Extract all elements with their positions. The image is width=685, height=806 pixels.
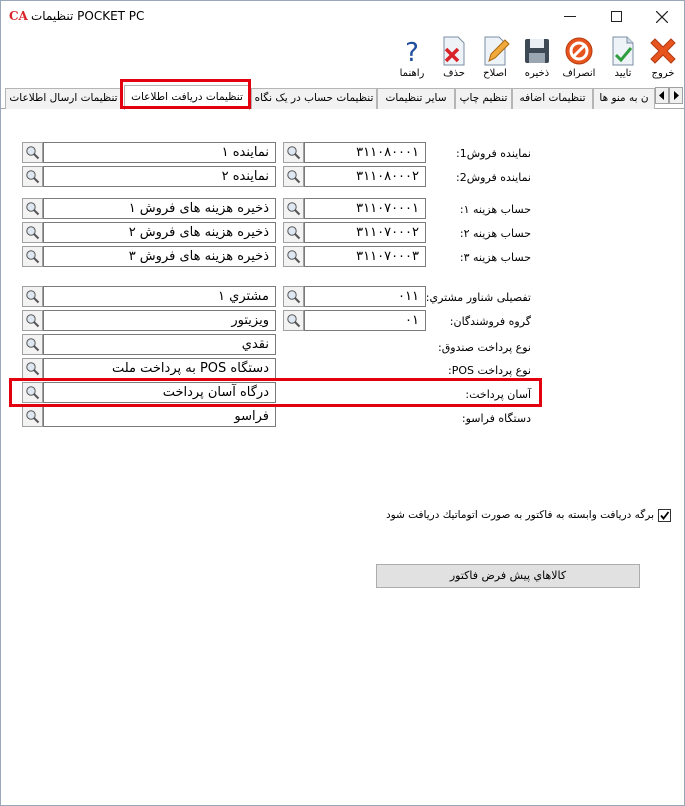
tab-print-settings[interactable]: تنظیم چاپ bbox=[455, 88, 512, 109]
exit-icon bbox=[647, 35, 679, 67]
tab-menus[interactable]: ن به منو ها bbox=[593, 88, 655, 109]
expense-account2-code-field[interactable]: ۳۱۱۰۷۰۰۰۲ bbox=[304, 222, 426, 243]
help-button[interactable] bbox=[393, 35, 431, 85]
delete-document-icon bbox=[438, 35, 470, 67]
help-question-icon bbox=[396, 35, 428, 67]
confirm-document-icon bbox=[607, 35, 639, 67]
toolbar bbox=[1, 33, 684, 85]
expense-account3-name-search-button[interactable] bbox=[22, 246, 43, 267]
search-icon bbox=[25, 337, 40, 352]
default-invoice-items-button[interactable]: كالاهاي پيش فرض فاكتور bbox=[376, 564, 640, 588]
auto-receive-label: برگه دریافت وابسته به فاکتور به صورت اتوماتیك دریافت شود bbox=[385, 509, 654, 521]
search-icon bbox=[25, 169, 40, 184]
search-icon bbox=[25, 385, 40, 400]
farasoo-device-search-button[interactable] bbox=[22, 406, 43, 427]
customer-floating-code-search-button[interactable] bbox=[283, 286, 304, 307]
cash-payment-type-field[interactable]: نقدي bbox=[43, 334, 276, 355]
tab-additional-settings[interactable]: تنظیمات اضافه bbox=[512, 88, 593, 109]
checkmark-icon bbox=[659, 510, 670, 521]
sales-rep1-name-search-button[interactable] bbox=[22, 142, 43, 163]
expense-account1-label: حساب هزینه ۱: bbox=[459, 203, 531, 216]
search-icon bbox=[25, 249, 40, 264]
maximize-icon bbox=[611, 11, 622, 22]
asan-payment-field[interactable]: درگاه آسان پرداخت bbox=[43, 382, 276, 403]
svg-text:?: ? bbox=[405, 38, 419, 67]
search-icon bbox=[25, 145, 40, 160]
edit-button[interactable] bbox=[476, 35, 514, 85]
sellers-group-name-search-button[interactable] bbox=[22, 310, 43, 331]
cancel-label: انصراف bbox=[562, 68, 596, 79]
sales-rep1-code-field[interactable]: ۳۱۱۰۸۰۰۰۱ bbox=[304, 142, 426, 163]
cash-payment-type-label: نوع پرداخت صندوق: bbox=[438, 341, 531, 354]
search-icon bbox=[25, 289, 40, 304]
sellers-group-code-search-button[interactable] bbox=[283, 310, 304, 331]
tab-bar bbox=[1, 85, 684, 109]
title-bar bbox=[1, 1, 684, 32]
arrow-left-icon bbox=[658, 91, 666, 100]
close-button[interactable] bbox=[639, 1, 685, 32]
search-icon bbox=[25, 409, 40, 424]
search-icon bbox=[286, 201, 301, 216]
search-icon bbox=[25, 313, 40, 328]
customer-floating-name-search-button[interactable] bbox=[22, 286, 43, 307]
expense-account1-code-search-button[interactable] bbox=[283, 198, 304, 219]
cash-payment-type-search-button[interactable] bbox=[22, 334, 43, 355]
expense-account3-label: حساب هزینه ۳: bbox=[459, 251, 531, 264]
tab-account-overview[interactable]: تنظیمات حساب در یک نگاه bbox=[251, 88, 377, 109]
expense-account2-name-field[interactable]: ذخیره هزینه های فروش ۲ bbox=[43, 222, 276, 243]
pos-payment-type-search-button[interactable] bbox=[22, 358, 43, 379]
expense-account1-name-search-button[interactable] bbox=[22, 198, 43, 219]
window-title: تنظیمات POCKET PC bbox=[31, 9, 145, 23]
search-icon bbox=[286, 313, 301, 328]
customer-floating-name-field[interactable]: مشتري ۱ bbox=[43, 286, 276, 307]
expense-account3-code-search-button[interactable] bbox=[283, 246, 304, 267]
expense-account2-code-search-button[interactable] bbox=[283, 222, 304, 243]
auto-receive-checkbox[interactable] bbox=[658, 509, 671, 522]
minimize-icon bbox=[564, 16, 576, 18]
expense-account1-code-field[interactable]: ۳۱۱۰۷۰۰۰۱ bbox=[304, 198, 426, 219]
search-icon bbox=[286, 289, 301, 304]
sellers-group-label: گروه فروشندگان: bbox=[449, 315, 531, 328]
sales-rep2-label: نماینده فروش2: bbox=[456, 171, 531, 184]
asan-payment-search-button[interactable] bbox=[22, 382, 43, 403]
sales-rep2-name-search-button[interactable] bbox=[22, 166, 43, 187]
search-icon bbox=[286, 225, 301, 240]
sellers-group-name-field[interactable]: ویزیتور bbox=[43, 310, 276, 331]
expense-account2-label: حساب هزینه ۲: bbox=[459, 227, 531, 240]
expense-account2-name-search-button[interactable] bbox=[22, 222, 43, 243]
cancel-button[interactable] bbox=[560, 35, 598, 85]
save-disk-icon bbox=[521, 35, 553, 67]
expense-account1-name-field[interactable]: ذخیره هزینه های فروش ۱ bbox=[43, 198, 276, 219]
tab-scroll-right-button[interactable] bbox=[669, 87, 683, 104]
farasoo-device-label: دستگاه فراسو: bbox=[461, 412, 531, 425]
confirm-button[interactable] bbox=[604, 35, 642, 85]
minimize-button[interactable] bbox=[547, 1, 593, 32]
delete-label: حذف bbox=[443, 68, 465, 79]
sellers-group-code-field[interactable]: ۰۱ bbox=[304, 310, 426, 331]
sales-rep2-code-search-button[interactable] bbox=[283, 166, 304, 187]
help-label: راهنما bbox=[399, 68, 425, 79]
confirm-label: تایید bbox=[614, 68, 632, 79]
expense-account3-code-field[interactable]: ۳۱۱۰۷۰۰۰۳ bbox=[304, 246, 426, 267]
customer-floating-code-field[interactable]: ۰۱۱ bbox=[304, 286, 426, 307]
tab-scroll-left-button[interactable] bbox=[655, 87, 669, 104]
edit-label: اصلاح bbox=[483, 68, 507, 79]
search-icon bbox=[25, 361, 40, 376]
exit-button[interactable] bbox=[644, 35, 682, 85]
sales-rep1-label: نماینده فروش1: bbox=[456, 147, 531, 160]
expense-account3-name-field[interactable]: ذخیره هزینه های فروش ۳ bbox=[43, 246, 276, 267]
pos-payment-type-label: نوع پرداخت POS: bbox=[448, 364, 531, 377]
customer-floating-label: تفصیلی شناور مشتري: bbox=[425, 291, 531, 304]
save-button[interactable] bbox=[518, 35, 556, 85]
exit-label: خروج bbox=[651, 68, 675, 79]
asan-payment-label: آسان پرداخت: bbox=[465, 388, 531, 401]
delete-button[interactable] bbox=[435, 35, 473, 85]
arrow-right-icon bbox=[672, 91, 680, 100]
app-logo-icon: CA bbox=[9, 9, 28, 23]
search-icon bbox=[25, 225, 40, 240]
sales-rep1-code-search-button[interactable] bbox=[283, 142, 304, 163]
edit-pencil-icon bbox=[479, 35, 511, 67]
search-icon bbox=[286, 169, 301, 184]
sales-rep1-name-field[interactable]: نماینده ۱ bbox=[43, 142, 276, 163]
sales-rep2-name-field[interactable]: نماینده ۲ bbox=[43, 166, 276, 187]
save-label: ذخیره bbox=[524, 68, 550, 79]
auto-receive-option bbox=[386, 508, 672, 524]
tab-send-settings[interactable]: تنظیمات ارسال اطلاعات bbox=[5, 88, 122, 109]
tab-receive-settings[interactable]: تنظیمات دریافت اطلاعات bbox=[124, 85, 250, 110]
tab-other-settings[interactable]: سایر تنظیمات bbox=[377, 88, 455, 109]
search-icon bbox=[286, 145, 301, 160]
maximize-button[interactable] bbox=[593, 1, 639, 32]
sales-rep2-code-field[interactable]: ۳۱۱۰۸۰۰۰۲ bbox=[304, 166, 426, 187]
search-icon bbox=[25, 201, 40, 216]
farasoo-device-field[interactable]: فراسو bbox=[43, 406, 276, 427]
close-icon bbox=[656, 11, 668, 23]
cancel-icon bbox=[563, 35, 595, 67]
search-icon bbox=[286, 249, 301, 264]
pos-payment-type-field[interactable]: دستگاه POS به پرداخت ملت bbox=[43, 358, 276, 379]
